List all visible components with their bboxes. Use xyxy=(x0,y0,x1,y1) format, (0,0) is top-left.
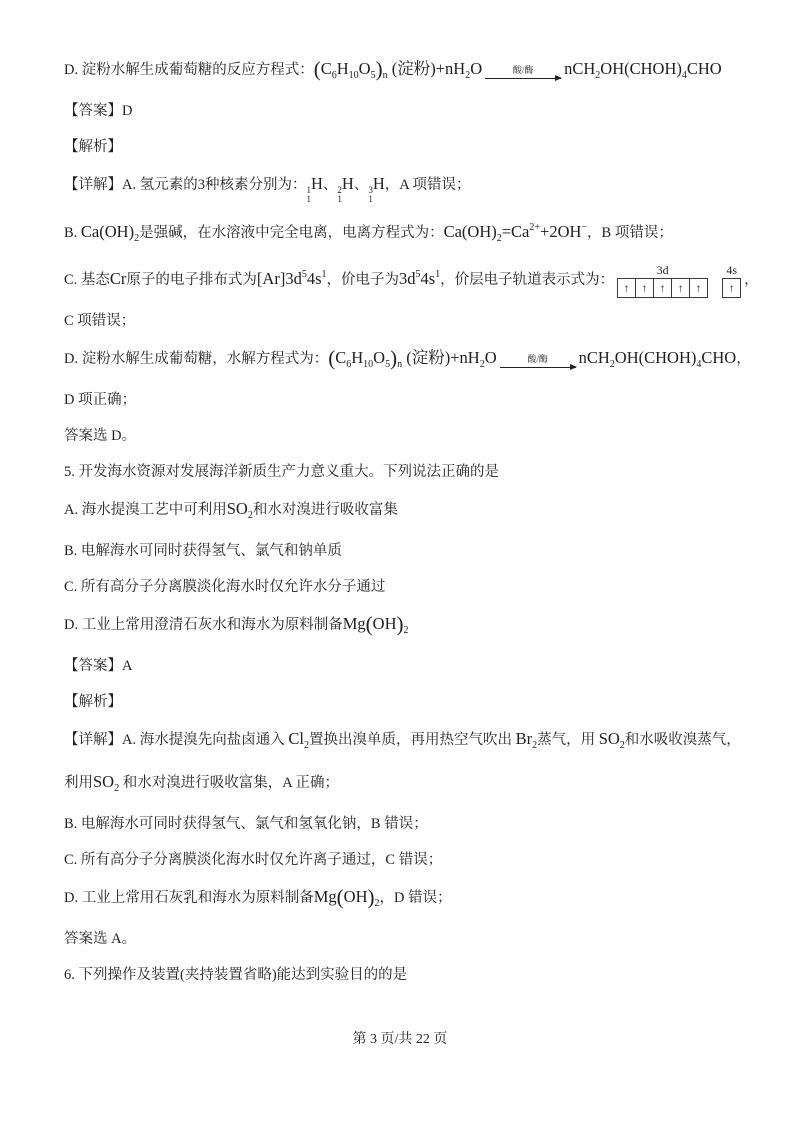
text-run: 【答案】D xyxy=(64,103,133,119)
superscript: − xyxy=(581,222,588,233)
formula-run: Mg xyxy=(313,887,337,907)
q5-option-b-line xyxy=(64,539,748,564)
atomic-number: 1 xyxy=(368,194,373,204)
formula-run: Mg xyxy=(342,614,366,634)
electron-up-arrow-icon: ↑ xyxy=(659,281,666,296)
q4-answer-line xyxy=(64,99,748,124)
subscript: 2 xyxy=(134,233,140,244)
electron-up-arrow-icon: ↑ xyxy=(641,281,648,296)
orbital-diagram xyxy=(617,263,741,298)
text-run: 【答案】A xyxy=(64,658,133,675)
subscript: n xyxy=(382,70,388,81)
text-run: D. 淀粉水解生成葡萄糖，水解方程式为： xyxy=(64,351,329,368)
formula-run: H xyxy=(336,59,349,78)
formula-run: SO xyxy=(598,729,620,749)
document-body xyxy=(64,56,759,999)
subscript: 6 xyxy=(346,359,352,371)
orbital-group-3d xyxy=(617,263,708,298)
formula-run: H xyxy=(310,174,323,193)
subscript: 4 xyxy=(696,359,702,371)
q4-analysis-label-line xyxy=(64,135,748,160)
text-run: 蒸气，用 xyxy=(537,732,599,749)
subscript: n xyxy=(397,359,403,371)
big-paren: ) xyxy=(367,885,375,910)
q4-conclusion-line xyxy=(64,424,748,449)
q5-option-c-line xyxy=(64,575,748,600)
subscript: 2 xyxy=(496,233,502,244)
q5-detail-a1-line xyxy=(64,726,748,758)
text-run: 和水吸收溴蒸气， xyxy=(624,732,741,749)
big-paren: ( xyxy=(336,885,344,910)
text-run: 【详解】A. 氢元素的3种核素分别为： xyxy=(64,177,307,193)
subscript: 5 xyxy=(385,359,391,371)
formula-run: OH xyxy=(372,614,397,634)
text-run: 5. 开发海水资源对发展海洋新质生产力意义重大。下列说法正确的是 xyxy=(64,464,499,481)
q4-detail-d-line xyxy=(64,345,751,377)
formula-run: H xyxy=(351,348,364,368)
text-run: ， xyxy=(744,272,759,288)
superscript: 5 xyxy=(301,269,307,280)
formula-run: SO xyxy=(226,499,248,519)
text-run: B. 电解海水可同时获得氢气、氯气和钠单质 xyxy=(64,543,342,560)
q4-detail-c-line xyxy=(64,262,759,298)
text-run: B. xyxy=(64,225,81,241)
q5-detail-d-line xyxy=(64,884,748,916)
subscript: 5 xyxy=(370,70,376,81)
electron-up-arrow-icon: ↑ xyxy=(695,281,702,296)
formula-run: O xyxy=(484,348,497,368)
q4-detail-a-line xyxy=(64,171,748,204)
text-run: 原子的电子排布式为 xyxy=(126,272,257,288)
subscript: 2 xyxy=(114,783,120,795)
subscript: 2 xyxy=(303,740,309,752)
big-paren: ) xyxy=(390,346,398,371)
reaction-arrow xyxy=(500,354,576,368)
arrow-shaft-icon xyxy=(485,78,561,79)
big-paren: ( xyxy=(365,612,373,637)
superscript: 1 xyxy=(321,269,327,280)
formula-run: 4s xyxy=(420,269,436,288)
orbital-box xyxy=(653,278,672,298)
subscript: 2 xyxy=(619,740,625,752)
formula-run: H xyxy=(372,174,385,193)
big-paren: ( xyxy=(313,57,321,81)
text-run: B. 电解海水可同时获得氢气、氯气和氢氧化钠，B 错误； xyxy=(64,816,428,833)
subscript: 4 xyxy=(681,70,687,81)
orbital-box xyxy=(671,278,690,298)
big-paren: ) xyxy=(396,612,404,637)
formula-run: 4s xyxy=(306,269,322,288)
formula-run: Ca(OH) xyxy=(443,222,497,241)
subscript: 2 xyxy=(374,898,380,910)
subscript: 2 xyxy=(595,70,601,81)
q5-answer-line xyxy=(64,654,748,679)
q4-detail-d2-line xyxy=(64,388,748,413)
text-run: D 项正确； xyxy=(64,392,137,409)
q5-detail-a2-line xyxy=(64,769,748,801)
text-run: 和水对溴进行吸收富集，A 正确； xyxy=(119,775,340,792)
text-run: ，价层电子轨道表示式为： xyxy=(440,272,615,288)
orbital-box-row xyxy=(722,278,741,298)
subscript: 2 xyxy=(609,359,615,371)
text-run: C. 所有高分子分离膜淡化海水时仅允许水分子通过 xyxy=(64,579,386,596)
formula-run: CHO xyxy=(701,348,737,368)
q4-detail-c2-line xyxy=(64,309,748,334)
orbital-box xyxy=(617,278,636,298)
subscript: 10 xyxy=(363,359,374,371)
text-run: 【解析】 xyxy=(64,694,122,711)
formula-run: O xyxy=(373,348,386,368)
text-run: 和水对溴进行吸收富集 xyxy=(252,502,398,519)
orbital-box xyxy=(635,278,654,298)
formula-run: Cl xyxy=(288,729,304,749)
orbital-label: 4s xyxy=(726,263,737,278)
subscript: 6 xyxy=(331,70,337,81)
text-run: ， xyxy=(736,351,751,368)
subscript: 2 xyxy=(465,70,471,81)
text-run: ，A 项错误； xyxy=(384,177,471,193)
text-run: 、 xyxy=(353,177,369,193)
arrow-condition-label: 酸/酶 xyxy=(527,354,548,365)
formula-run: 3d xyxy=(399,269,416,288)
formula-run: CHO xyxy=(686,59,722,78)
q5-analysis-label-line xyxy=(64,690,748,715)
formula-run: O xyxy=(358,59,371,78)
formula-run: (淀粉)+nH xyxy=(387,59,466,78)
formula-run: OH xyxy=(343,887,368,907)
orbital-group-4s xyxy=(722,263,741,298)
superscript: 2+ xyxy=(529,222,541,233)
text-run: C. 基态 xyxy=(64,272,110,288)
formula-run: O xyxy=(470,59,483,78)
formula-run: Br xyxy=(515,729,533,749)
subscript: 2 xyxy=(479,359,485,371)
superscript: 1 xyxy=(435,269,441,280)
electron-up-arrow-icon: ↑ xyxy=(677,281,684,296)
subscript: 2 xyxy=(532,740,538,752)
orbital-box-row xyxy=(617,278,708,298)
formula-run: [Ar]3d xyxy=(256,269,302,288)
formula-run: +2OH xyxy=(540,222,582,241)
mass-number: 2 xyxy=(337,185,342,195)
atomic-number: 1 xyxy=(337,194,342,204)
formula-run: Ca(OH) xyxy=(80,222,135,241)
q5-detail-b-line xyxy=(64,812,748,837)
text-run: 【详解】A. 海水提溴先向盐卤通入 xyxy=(64,732,289,749)
text-run: 答案选 D。 xyxy=(64,428,137,445)
text-run: ，价电子为 xyxy=(326,272,399,288)
formula-run: OH(CHOH) xyxy=(614,348,697,368)
text-run: D. 淀粉水解生成葡萄糖的反应方程式： xyxy=(64,62,314,78)
q6-stem-line xyxy=(64,963,748,988)
orbital-label: 3d xyxy=(656,263,669,278)
text-run: C. 所有高分子分离膜淡化海水时仅允许离子通过，C 错误； xyxy=(64,852,443,869)
subscript: 10 xyxy=(348,70,359,81)
big-paren: ( xyxy=(328,346,336,371)
mass-number: 1 xyxy=(306,185,311,195)
reaction-arrow xyxy=(485,65,561,79)
q5-conclusion-line xyxy=(64,927,748,952)
text-run: C 项错误； xyxy=(64,313,136,330)
electron-up-arrow-icon: ↑ xyxy=(728,281,735,296)
text-run: 是强碱，在水溶液中完全电离，电离方程式为： xyxy=(139,225,444,241)
formula-run: OH(CHOH) xyxy=(600,59,682,78)
formula-run: nCH xyxy=(564,59,596,78)
text-run: ，B 项错误； xyxy=(587,225,673,241)
arrow-condition-label: 酸/酶 xyxy=(512,65,534,75)
page-number-text: 第 3 页/共 22 页 xyxy=(352,1032,448,1047)
formula-run: (淀粉)+nH xyxy=(402,348,480,368)
text-run: ，D 错误； xyxy=(379,890,452,907)
subscript: 2 xyxy=(247,510,253,522)
text-run: A. 海水提溴工艺中可利用 xyxy=(64,502,227,519)
mass-number: 3 xyxy=(368,185,373,195)
text-run: 【解析】 xyxy=(64,139,122,155)
formula-run: Cr xyxy=(109,269,127,288)
formula-run: H xyxy=(341,174,354,193)
arrow-shaft-icon xyxy=(500,367,576,368)
subscript: 2 xyxy=(403,625,409,637)
text-run: D. 工业上常用澄清石灰水和海水为原料制备 xyxy=(64,617,343,634)
page-footer xyxy=(0,1028,800,1048)
q4-detail-b-line xyxy=(64,215,748,251)
q5-stem-line xyxy=(64,460,748,485)
q5-option-a-line xyxy=(64,496,748,528)
q5-option-d-line xyxy=(64,611,748,643)
formula-run: SO xyxy=(93,772,115,792)
formula-run: nCH xyxy=(578,348,610,368)
text-run: 答案选 A。 xyxy=(64,931,137,948)
electron-up-arrow-icon: ↑ xyxy=(623,281,630,296)
orbital-box xyxy=(722,278,741,298)
text-run: 6. 下列操作及装置(夹持装置省略)能达到实验目的的是 xyxy=(64,967,408,984)
text-run: 利用 xyxy=(64,775,93,792)
formula-run: C xyxy=(320,59,332,78)
formula-run: =Ca xyxy=(501,222,530,241)
text-run: 、 xyxy=(322,177,338,193)
q5-detail-c-line xyxy=(64,848,748,873)
big-paren: ) xyxy=(375,57,383,81)
formula-run: C xyxy=(335,348,347,368)
q4-option-d-line xyxy=(64,56,748,88)
text-run: D. 工业上常用石灰乳和海水为原料制备 xyxy=(64,890,314,907)
atomic-number: 1 xyxy=(306,194,311,204)
text-run: 置换出溴单质，再用热空气吹出 xyxy=(308,732,516,749)
superscript: 5 xyxy=(415,269,421,280)
orbital-box xyxy=(689,278,708,298)
